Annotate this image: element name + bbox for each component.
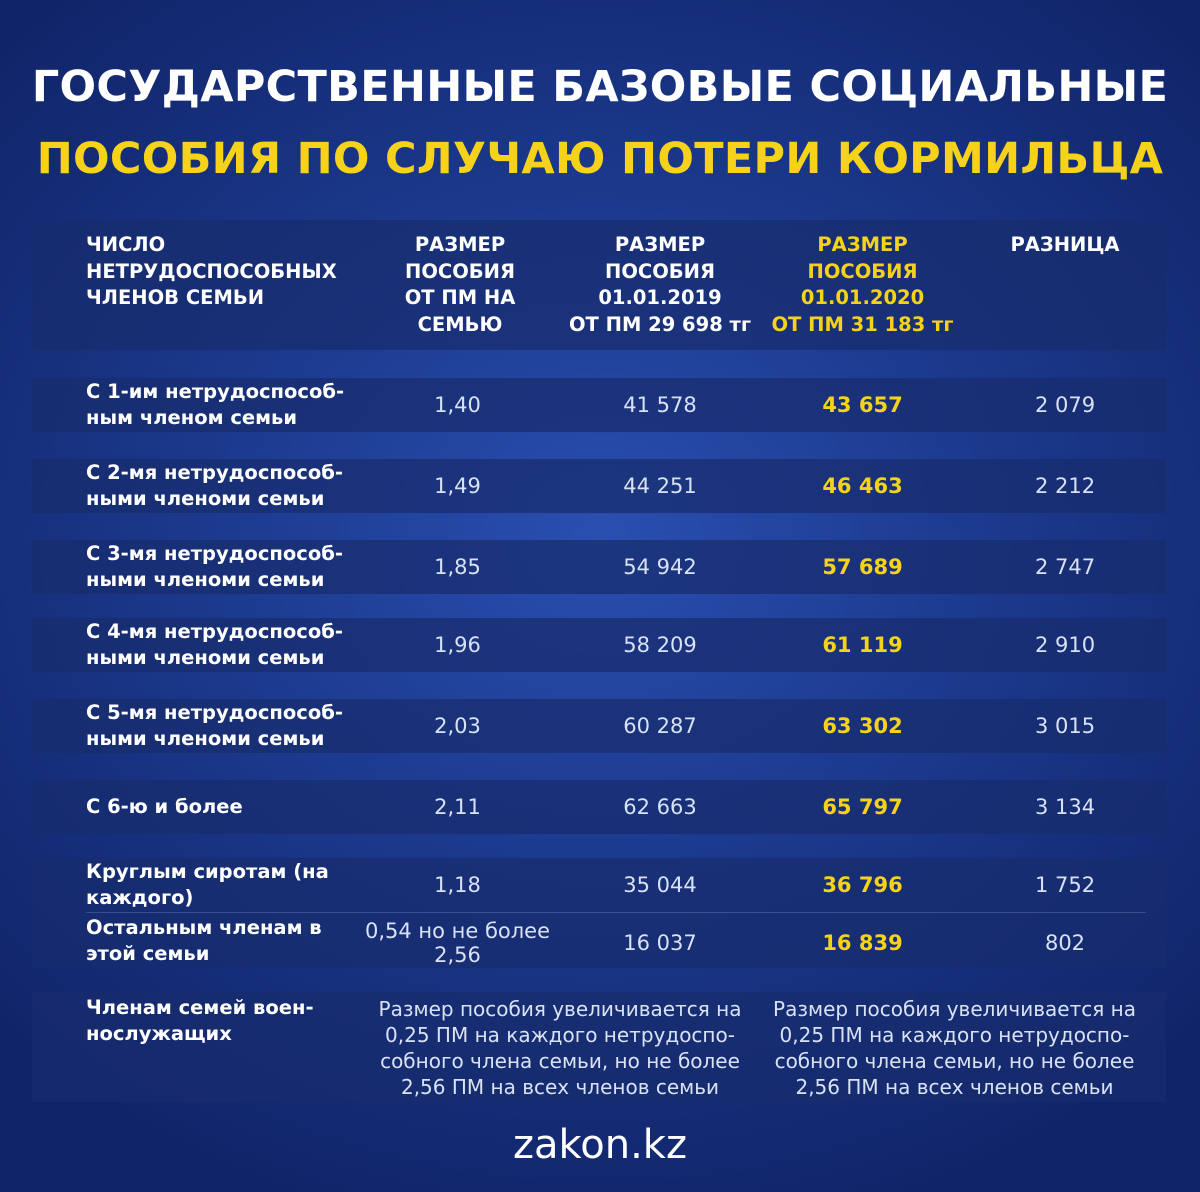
row-label: С 3-мя нетрудоспособ- ными членоми семьи: [86, 542, 343, 591]
row-divider: [86, 912, 1146, 913]
row-value-2020: 65 797: [822, 795, 903, 819]
row-label: С 1-им нетрудоспособ- ным членом семьи: [86, 380, 345, 429]
row-coef: 1,49: [434, 474, 481, 498]
row-value-2019: 54 942: [623, 555, 697, 579]
row-coef: 1,18: [434, 873, 481, 897]
row-coef: 1,96: [434, 633, 481, 657]
row-coef: 2,03: [434, 714, 481, 738]
header-col-2020: РАЗМЕР ПОСОБИЯ 01.01.2020 ОТ ПМ 31 183 тг: [771, 233, 954, 336]
row-difference: 2 747: [1034, 555, 1096, 579]
row-value-2019: 62 663: [623, 795, 697, 819]
row-value-2020: 16 839: [822, 931, 903, 955]
row-coef: 1,85: [434, 555, 481, 579]
row-value-2020: 61 119: [822, 633, 903, 657]
row-value-2020: 36 796: [822, 873, 903, 897]
header-col-coefficient: РАЗМЕР ПОСОБИЯ ОТ ПМ НА СЕМЬЮ: [404, 233, 516, 336]
row-label: С 6-ю и более: [86, 795, 243, 818]
military-note-2019: Размер пособия увеличивается на 0,25 ПМ на каждого нетрудоспо- собного члена семьи, но не более 2,56 ПМ на всех членов семьи: [378, 997, 742, 1099]
row-value-2019: 60 287: [623, 714, 697, 738]
military-note-2020: Размер пособия увеличивается на 0,25 ПМ на каждого нетрудоспо- собного члена семьи, но не более 2,56 ПМ на всех членов семьи: [773, 997, 1136, 1099]
row-difference: 2 079: [1034, 393, 1096, 417]
row-coef: 2,11: [434, 795, 481, 819]
row-label: Круглым сиротам (на каждого): [86, 860, 329, 909]
row-label: С 5-мя нетрудоспособ- ными членоми семьи: [86, 701, 343, 750]
header-col-2019: РАЗМЕР ПОСОБИЯ 01.01.2019 ОТ ПМ 29 698 тг: [568, 233, 752, 336]
row-difference: 3 134: [1034, 795, 1096, 819]
row-value-2020: 46 463: [822, 474, 903, 498]
row-label: Остальным членам в этой семьи: [86, 916, 322, 965]
row-value-2019: 16 037: [623, 931, 697, 955]
row-difference: 3 015: [1034, 714, 1096, 738]
row-coef: 0,54 но не более 2,56: [364, 919, 551, 967]
row-value-2020: 43 657: [822, 393, 903, 417]
row-label: С 4-мя нетрудоспособ- ными членоми семьи: [86, 620, 343, 669]
row-difference: 1 752: [1034, 873, 1096, 897]
row-value-2019: 35 044: [623, 873, 697, 897]
title-line-2: ПОСОБИЯ ПО СЛУЧАЮ ПОТЕРИ КОРМИЛЬЦА: [36, 134, 1164, 184]
row-coef: 1,40: [434, 393, 481, 417]
header-col-family-members: ЧИСЛО НЕТРУДОСПОСОБНЫХ ЧЛЕНОВ СЕМЬИ: [86, 233, 337, 309]
header-col-difference: РАЗНИЦА: [1010, 233, 1120, 256]
row-value-2019: 44 251: [623, 474, 697, 498]
row-label: С 2-мя нетрудоспособ- ными членоми семьи: [86, 461, 343, 510]
row-difference: 2 212: [1034, 474, 1096, 498]
row-difference: 802: [1044, 931, 1086, 955]
row-value-2019: 41 578: [623, 393, 697, 417]
row-value-2019: 58 209: [623, 633, 697, 657]
row-label-military: Членам семей воен- нослужащих: [86, 996, 314, 1045]
footer-brand: zakon.kz: [513, 1122, 687, 1168]
row-value-2020: 57 689: [822, 555, 903, 579]
title-line-1: ГОСУДАРСТВЕННЫЕ БАЗОВЫЕ СОЦИАЛЬНЫЕ: [31, 62, 1169, 112]
row-value-2020: 63 302: [822, 714, 903, 738]
row-difference: 2 910: [1034, 633, 1096, 657]
